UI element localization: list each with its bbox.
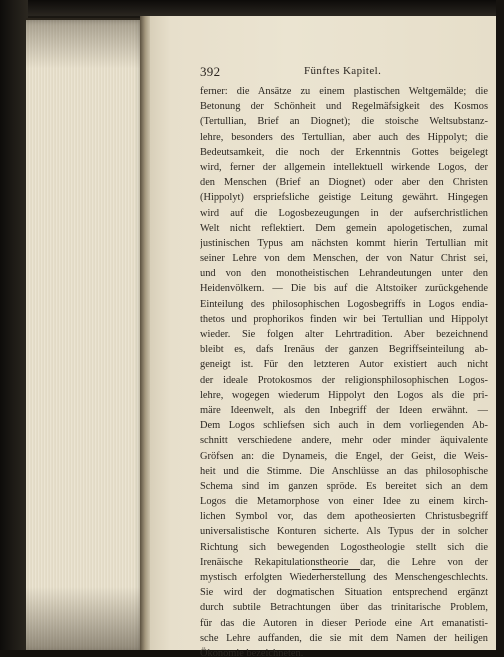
page-number: 392: [200, 64, 221, 79]
text-line: Schema sind im ganzen spröde. Es bereitet sich an dem: [200, 480, 488, 492]
book-cover-edge: [0, 0, 28, 657]
text-line: wird, ferner der allgemein intellektuell wirkende Logos, der: [200, 161, 488, 173]
text-line: Heidenvölkern. — Die bis auf die Altstoiker zurückgehende: [200, 283, 488, 295]
text-line: thetos und prophorikos finden wir bei Tertullian und Hippolyt: [200, 313, 488, 325]
text-line: Gröfsen an: die Dynameis, die Engel, der Geist, die Weis-: [200, 450, 488, 462]
page-stack-shade: [26, 18, 144, 650]
text-line: lichen Symbol vor, das dem apotheosierten Christusbegriff: [200, 511, 488, 523]
text-line: durch subtile Betrachtungen über das trinitarische Problem,: [200, 602, 488, 614]
text-line: und von den monotheistischen Lehrandeutungen unter den: [200, 268, 488, 280]
text-line: (Tertullian, Brief an Diognet); die stoische Weltsubstanz-: [200, 116, 488, 128]
text-line: Bedeutsamkeit, die noch der Erkenntnis Gottes beigelegt: [200, 146, 488, 158]
text-line: wird auf die Logosbezeugungen in der aufserchristlichen: [200, 207, 488, 219]
running-head: Fünftes Kapitel.: [304, 65, 382, 77]
text-line: märe Ideenwelt, als den Inbegriff der Ideen erwähnt. —: [200, 404, 488, 416]
text-line: Einteilung des philosophischen Logosbegriffs in Logos endia-: [200, 298, 488, 310]
text-line: Welt nicht reflektiert. Dem gemein apologetischen, zumal: [200, 222, 488, 234]
text-line: Sie wird der dogmatischen Situation entsprechend ergänzt: [200, 587, 488, 599]
text-line: seiner Lehre von dem Menschen, der von Natur Christ sei,: [200, 253, 488, 265]
text-line: geneigt ist. Für den letzteren Autor existiert auch nicht: [200, 359, 488, 371]
text-line: sche Lehre auffanden, die sie mit dem Namen der heiligen: [200, 632, 488, 644]
text-line: Richtung sich bewegenden Logostheologie stellt sich die: [200, 541, 488, 553]
text-line: schnitt verschiedene andere, mehr oder minder äquivalente: [200, 435, 488, 447]
top-shadow: [0, 0, 504, 16]
text-line: Betonung der Schönheit und Regelmäfsigkeit des Kosmos: [200, 101, 488, 113]
right-shadow: [496, 0, 504, 657]
text-line: mystisch erfolgten Wiederherstellung des Menschengeschlechts.: [200, 572, 488, 583]
text-line: Dem Logos schliefsen sich auch in dem vorliegenden Ab-: [200, 420, 488, 432]
page-header: [200, 64, 490, 80]
text-line: ferner: die Ansätze zu einem plastischen Weltgemälde; die: [200, 86, 488, 97]
text-line: Irenäische Rekapitulationstheorie dar, die Lehre von der: [200, 556, 488, 568]
text-line: universalistische Konturen sicherte. Als Typus der in solcher: [200, 526, 488, 538]
closing-rule: [312, 569, 360, 570]
text-line: Ökonomie bezeichneten.: [200, 647, 304, 657]
text-line: Logos die Metamorphose von einer Idee zu einem kirch-: [200, 496, 488, 508]
text-line: heit und die Stimme. Die Anschlüsse an das philosophische: [200, 465, 488, 477]
text-line: den Menschen (Brief an Diognet) oder aber den Christen: [200, 177, 488, 189]
text-line: justinischen Typus am nächsten kommt hierin Tertullian mit: [200, 237, 488, 249]
text-line: lehre, besonders des Tertullian, aber auch des Hippolyt; die: [200, 131, 488, 143]
body-text: [200, 84, 488, 657]
text-line: der ideale Protokosmos der religionsphilosophischen Logos-: [200, 374, 488, 386]
text-line: für das die Autoren in dieser Periode eine Art emanatisti-: [200, 617, 488, 629]
text-line: bleibt es, dafs Irenäus der ganzen Begriffseinteilung ab-: [200, 344, 488, 356]
text-line: (Hippolyt) erspriefsliche geistige Leitung gewährt. Hingegen: [200, 192, 488, 204]
text-line: lehre, wogegen wiederum Hippolyt den Logos als die pri-: [200, 389, 488, 401]
text-line: wieder. Sie folgen alter Lehrtradition. Aber bezeichnend: [200, 329, 488, 340]
